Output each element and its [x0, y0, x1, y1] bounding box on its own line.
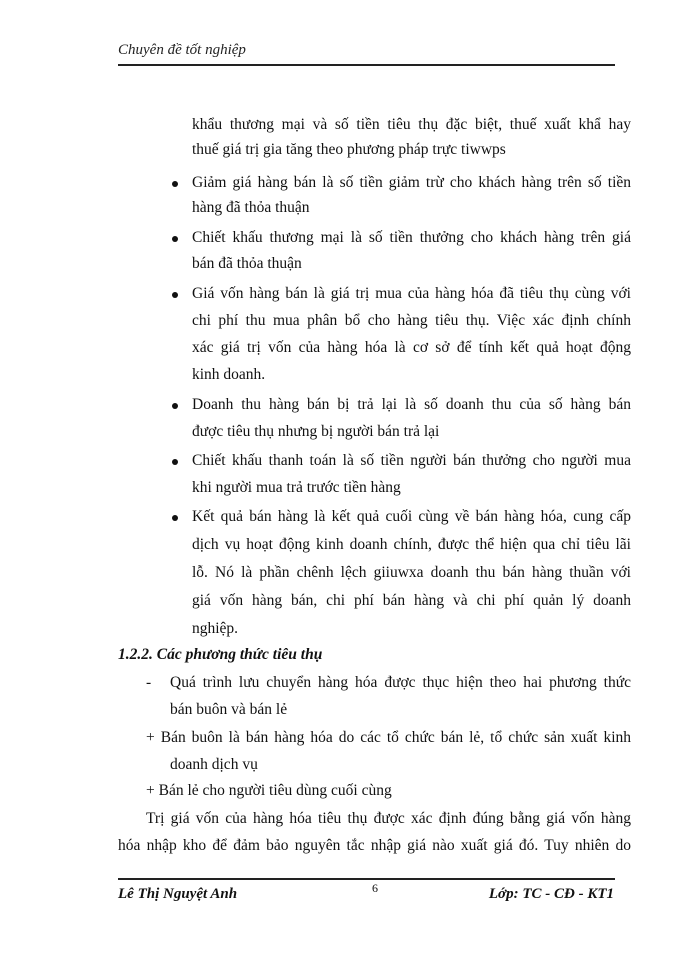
dash-item-line: Quá trình lưu chuyển hàng hóa được thục hiện theo hai phương thức: [170, 674, 631, 691]
bullet-item-line: chi phí thu mua phân bổ cho hàng tiêu thụ. Việc xác định chính: [192, 312, 631, 329]
bullet-item-line: giá vốn hàng bán, chi phí bán hàng và chi phí quản lý doanh: [192, 592, 631, 609]
bullet-item-line: hàng đã thỏa thuận: [192, 199, 310, 216]
bullet-item-line: Giá vốn hàng bán là giá trị mua của hàng hóa đã tiêu thụ cùng với: [192, 285, 631, 302]
bullet-item-line: Chiết khấu thương mại là số tiền thưởng cho khách hàng trên giá: [192, 229, 631, 246]
bullet-item-line: kinh doanh.: [192, 366, 266, 383]
bullet-item-line: bán đã thỏa thuận: [192, 255, 302, 272]
dash-marker: -: [146, 674, 152, 691]
bullet-item-line: lỗ. Nó là phần chênh lệch giiuwxa doanh thu bán hàng thuần với: [192, 564, 631, 581]
section-heading: 1.2.2. Các phương thức tiêu thụ: [118, 646, 323, 663]
plus-item-line: + Bán lẻ cho người tiêu dùng cuối cùng: [146, 782, 392, 799]
footer-rule: [118, 878, 615, 880]
footer-class-label: Lớp: TC - CĐ - KT1: [488, 886, 614, 902]
bullet-icon: [172, 292, 178, 298]
bullet-item-line: nghiệp.: [192, 620, 239, 637]
bullet-item-line: Chiết khấu thanh toán là số tiền người bán thưởng cho người mua: [192, 452, 631, 469]
bullet-item-line: Kết quả bán hàng là kết quả cuối cùng về bán hàng hóa, cung cấp: [192, 508, 631, 525]
bullet-icon: [172, 515, 178, 521]
bullet-item-line: xác giá trị vốn của hàng hóa là cơ sở để tính kết quả hoạt động: [192, 339, 631, 356]
bullet-icon: [172, 236, 178, 242]
bullet-icon: [172, 459, 178, 465]
bullet-item-line: khi người mua trả trước tiền hàng: [192, 479, 401, 496]
bullet-item-line: dịch vụ hoạt động kinh doanh chính, được thể hiện qua chỉ tiêu lãi: [192, 536, 631, 553]
bullet-item-line: được tiêu thụ nhưng bị người bán trả lại: [192, 423, 440, 440]
intro-line: thuế giá trị gia tăng theo phương pháp trực tiwwps: [192, 141, 506, 158]
paragraph-line: Trị giá vốn của hàng hóa tiêu thụ được xác định đúng bằng giá vốn hàng: [146, 810, 631, 827]
dash-item-line: bán buôn và bán lẻ: [170, 701, 288, 718]
bullet-icon: [172, 403, 178, 409]
plus-item-line: doanh dịch vụ: [170, 756, 258, 773]
bullet-item-line: Doanh thu hàng bán bị trả lại là số doanh thu của số hàng bán: [192, 396, 631, 413]
bullet-item-line: Giảm giá hàng bán là số tiền giảm trừ cho khách hàng trên số tiền: [192, 174, 631, 191]
bullet-icon: [172, 181, 178, 187]
plus-item-line: + Bán buôn là bán hàng hóa do các tổ chức bán lẻ, tổ chức sản xuất kinh: [146, 729, 631, 746]
document-title: Chuyên đề tốt nghiệp: [118, 42, 246, 58]
intro-line: khẩu thương mại và số tiền tiêu thụ đặc biệt, thuế xuất khẩ hay: [192, 116, 631, 133]
footer-author: Lê Thị Nguyệt Anh: [118, 886, 238, 902]
paragraph-line: hóa nhập kho để đảm bảo nguyên tắc nhập giá nào xuất giá đó. Tuy nhiên do: [118, 837, 631, 854]
page-number: 6: [372, 881, 378, 895]
